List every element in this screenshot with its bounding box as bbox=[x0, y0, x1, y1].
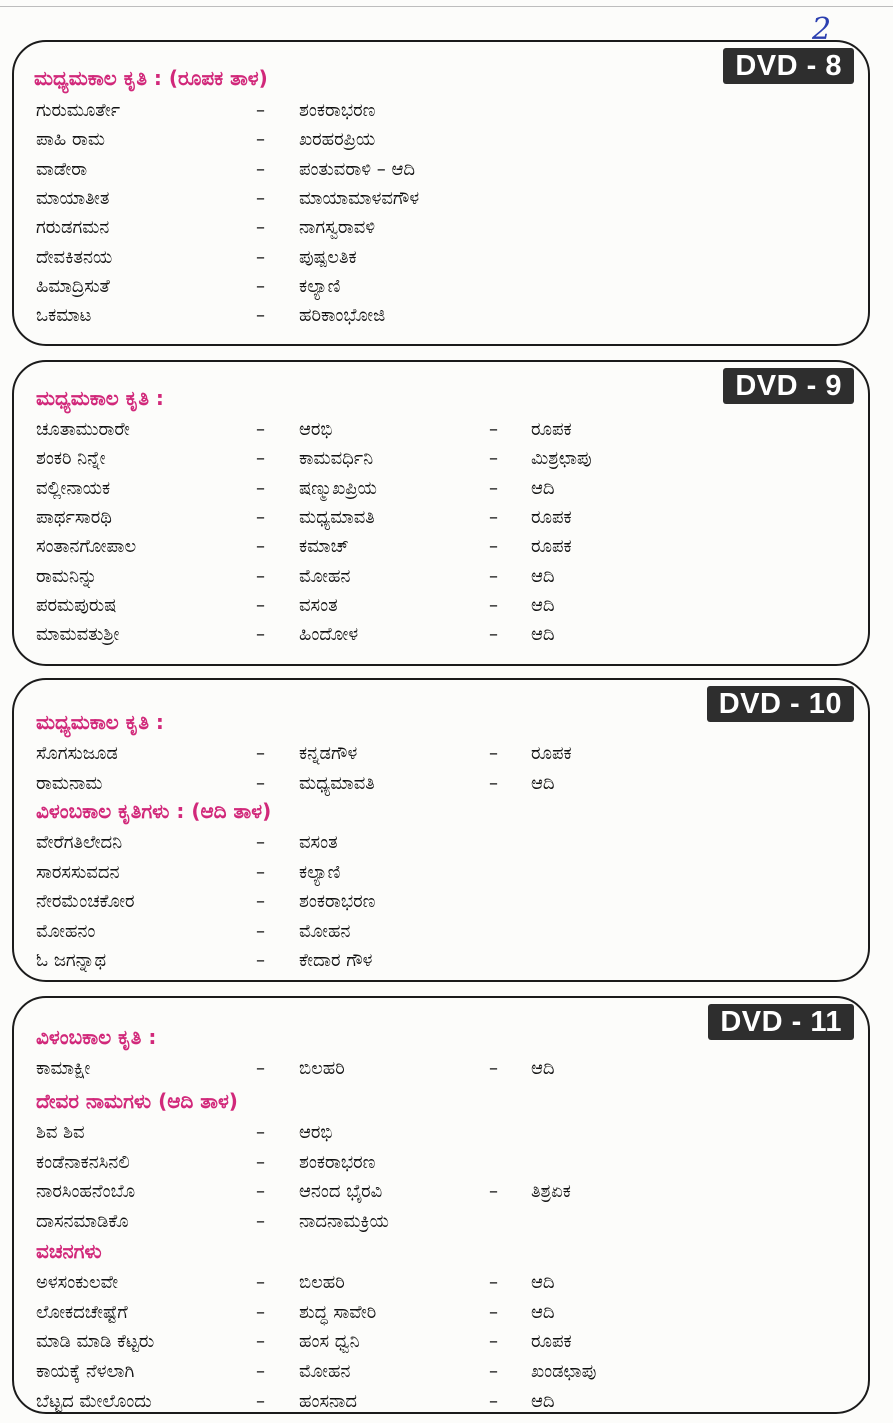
raga-name: ಕನ್ನಡಗೌಳ bbox=[299, 743, 358, 764]
separator-dash: – bbox=[489, 506, 498, 528]
tala-name: ರೂಪಕ bbox=[531, 1331, 572, 1353]
song-title: ಸಾರಸಸುವದನ bbox=[36, 861, 120, 883]
separator-dash: – bbox=[489, 536, 498, 558]
song-title: ಒಕಮಾಟ bbox=[36, 305, 92, 327]
song-title: ದೇವಕಿತನಯ bbox=[36, 246, 113, 268]
separator-dash: – bbox=[489, 448, 498, 470]
raga-name: ಮಧ್ಯಮಾವತಿ bbox=[299, 772, 375, 794]
separator-dash: – bbox=[256, 861, 265, 883]
tala-name: ತಿಶ್ರಏಕ bbox=[531, 1181, 571, 1203]
raga-name: ಶಂಕರಾಭರಣ bbox=[299, 100, 376, 121]
separator-dash: – bbox=[256, 1122, 265, 1143]
tala-name: ಆದಿ bbox=[531, 1058, 555, 1079]
separator-dash: – bbox=[256, 506, 265, 528]
raga-name: ವಸಂತ bbox=[299, 832, 338, 853]
song-title: ಲೋಕದಚೇಷ್ಟೆಗೆ bbox=[36, 1301, 128, 1323]
separator-dash: – bbox=[256, 129, 265, 151]
separator-dash: – bbox=[256, 1301, 265, 1323]
separator-dash: – bbox=[489, 1272, 498, 1293]
raga-name: ಕಲ್ಯಾಣಿ bbox=[299, 275, 341, 297]
separator-dash: – bbox=[256, 158, 265, 180]
section-heading: ಮಧ್ಯಮಕಾಲ ಕೃತಿ : (ರೂಪಕ ತಾಳ) bbox=[34, 66, 268, 90]
raga-name: ಕಮಾಚ್ bbox=[299, 536, 349, 558]
raga-name: ಖರಹರಪ್ರಿಯ bbox=[299, 129, 376, 151]
separator-dash: – bbox=[256, 891, 265, 912]
raga-name: ಶುದ್ಧ ಸಾವೇರಿ bbox=[299, 1301, 377, 1323]
separator-dash: – bbox=[489, 419, 498, 440]
separator-dash: – bbox=[489, 743, 498, 764]
raga-name: ಶಂಕರಾಭರಣ bbox=[299, 891, 376, 912]
separator-dash: – bbox=[256, 565, 265, 587]
song-title: ಕಾಮಾಕ್ಷೀ bbox=[36, 1058, 91, 1079]
page-top-rule bbox=[0, 6, 893, 7]
song-title: ಗುರುಮೂರ್ತೇ bbox=[36, 100, 121, 121]
raga-name: ಹರಿಕಾಂಭೋಜಿ bbox=[299, 305, 386, 327]
separator-dash: – bbox=[256, 217, 265, 239]
raga-name: ವಸಂತ bbox=[299, 594, 338, 616]
dvd-section bbox=[12, 678, 870, 982]
raga-name: ಕೇದಾರ ಗೌಳ bbox=[299, 950, 373, 971]
tala-name: ರೂಪಕ bbox=[531, 743, 572, 764]
separator-dash: – bbox=[489, 1301, 498, 1323]
tala-name: ಆದಿ bbox=[531, 477, 555, 499]
song-title: ನಾರಸಿಂಹನೆಂಬೊ bbox=[36, 1181, 136, 1203]
separator-dash: – bbox=[489, 624, 498, 646]
song-title: ವಲ್ಲೀನಾಯಕ bbox=[36, 477, 111, 499]
raga-name: ಬಿಲಹರಿ bbox=[299, 1272, 345, 1293]
separator-dash: – bbox=[489, 1181, 498, 1203]
raga-name: ಮೋಹನ bbox=[299, 565, 351, 587]
dvd-section bbox=[12, 40, 870, 346]
raga-name: ಮಾಯಾಮಾಳವಗೌಳ bbox=[299, 187, 420, 209]
tala-name: ಆದಿ bbox=[531, 1390, 555, 1412]
separator-dash: – bbox=[256, 187, 265, 209]
song-title: ಸೊಗಸುಜೂಡ bbox=[36, 743, 118, 764]
song-title: ಅಳಸಂಕುಲವೇ bbox=[36, 1272, 119, 1293]
separator-dash: – bbox=[256, 1058, 265, 1079]
separator-dash: – bbox=[489, 477, 498, 499]
separator-dash: – bbox=[489, 565, 498, 587]
tala-name: ರೂಪಕ bbox=[531, 419, 572, 440]
dvd-section bbox=[12, 996, 870, 1414]
tala-name: ಆದಿ bbox=[531, 624, 555, 646]
song-title: ಶಂಕರಿ ನಿನ್ನೇ bbox=[36, 448, 106, 470]
raga-name: ಆರಭಿ bbox=[299, 1122, 333, 1143]
section-heading: ವಿಳಂಬಕಾಲ ಕೃತಿಗಳು : (ಆದಿ ತಾಳ) bbox=[36, 799, 272, 823]
tala-name: ಆದಿ bbox=[531, 565, 555, 587]
section-heading: ದೇವರ ನಾಮಗಳು (ಆದಿ ತಾಳ) bbox=[36, 1089, 238, 1113]
dvd-label: DVD - 11 bbox=[708, 1004, 854, 1040]
tala-name: ಆದಿ bbox=[531, 772, 555, 794]
song-title: ಮೋಹನಂ bbox=[36, 920, 96, 942]
song-title: ಪರಮಪುರುಷ bbox=[36, 594, 117, 616]
song-title: ಚೂತಾಮುರಾರೇ bbox=[36, 419, 130, 440]
separator-dash: – bbox=[256, 1361, 265, 1383]
separator-dash: – bbox=[256, 950, 265, 971]
separator-dash: – bbox=[489, 772, 498, 794]
song-title: ಮಾಮವತುಶ್ರೀ bbox=[36, 624, 120, 646]
song-title: ರಾಮನಿನ್ನು bbox=[36, 565, 98, 587]
separator-dash: – bbox=[256, 419, 265, 440]
separator-dash: – bbox=[256, 246, 265, 268]
song-title: ಮಾಡಿ ಮಾಡಿ ಕೆಟ್ಟರು bbox=[36, 1331, 155, 1353]
tala-name: ಮಿಶ್ರಛಾಪು bbox=[531, 448, 592, 470]
raga-name: ಆರಭಿ bbox=[299, 419, 333, 440]
raga-name: ಬಿಲಹರಿ bbox=[299, 1058, 345, 1079]
song-title: ಪಾರ್ಥಸಾರಥಿ bbox=[36, 506, 112, 528]
separator-dash: – bbox=[256, 1331, 265, 1353]
raga-name: ಮೋಹನ bbox=[299, 1361, 351, 1383]
song-title: ನೇರಮೆಂಚಕೋರ bbox=[36, 891, 135, 912]
separator-dash: – bbox=[256, 1390, 265, 1412]
raga-name: ನಾಗಸ್ವರಾವಳಿ bbox=[299, 217, 376, 239]
song-title: ವಾಡೇರಾ bbox=[36, 158, 88, 180]
raga-name: ಮೋಹನ bbox=[299, 920, 351, 942]
separator-dash: – bbox=[256, 594, 265, 616]
separator-dash: – bbox=[256, 743, 265, 764]
raga-name: ಮಧ್ಯಮಾವತಿ bbox=[299, 506, 375, 528]
tala-name: ರೂಪಕ bbox=[531, 536, 572, 558]
raga-name: ಕಲ್ಯಾಣಿ bbox=[299, 861, 341, 883]
raga-name: ಹಿಂದೋಳ bbox=[299, 624, 359, 646]
raga-name: ಪುಷ್ಪಲತಿಕ bbox=[299, 246, 357, 268]
tala-name: ಆದಿ bbox=[531, 594, 555, 616]
section-heading: ಮಧ್ಯಮಕಾಲ ಕೃತಿ : bbox=[36, 386, 164, 410]
section-heading: ವಿಳಂಬಕಾಲ ಕೃತಿ : bbox=[36, 1025, 157, 1049]
separator-dash: – bbox=[256, 536, 265, 558]
raga-name: ಷಣ್ಮುಖಪ್ರಿಯ bbox=[299, 477, 377, 499]
page-number: 2 bbox=[812, 12, 832, 47]
separator-dash: – bbox=[256, 448, 265, 470]
song-title: ಸಂತಾನಗೋಪಾಲ bbox=[36, 536, 137, 558]
raga-name: ಶಂಕರಾಭರಣ bbox=[299, 1151, 376, 1173]
song-title: ಪಾಹಿ ರಾಮ bbox=[36, 129, 105, 151]
separator-dash: – bbox=[256, 305, 265, 327]
separator-dash: – bbox=[489, 1390, 498, 1412]
tala-name: ರೂಪಕ bbox=[531, 506, 572, 528]
separator-dash: – bbox=[489, 1058, 498, 1079]
raga-name: ಹಂಸನಾದ bbox=[299, 1390, 357, 1412]
separator-dash: – bbox=[489, 594, 498, 616]
separator-dash: – bbox=[256, 100, 265, 121]
tala-name: ಆದಿ bbox=[531, 1272, 555, 1293]
separator-dash: – bbox=[256, 832, 265, 853]
dvd-label: DVD - 10 bbox=[707, 686, 854, 722]
separator-dash: – bbox=[489, 1331, 498, 1353]
separator-dash: – bbox=[256, 920, 265, 942]
raga-name: ಪಂತುವರಾಳಿ – ಆದಿ bbox=[299, 158, 415, 180]
song-title: ವೇರೆಗತಿಲೇದನಿ bbox=[36, 832, 123, 853]
dvd-section bbox=[12, 360, 870, 666]
song-title: ಬೆಟ್ಟದ ಮೇಲೊಂದು bbox=[36, 1390, 152, 1412]
separator-dash: – bbox=[256, 1272, 265, 1293]
song-title: ಕಂಡೆನಾಕನಸಿನಲಿ bbox=[36, 1151, 130, 1173]
song-title: ಶಿವ ಶಿವ bbox=[36, 1122, 85, 1143]
separator-dash: – bbox=[256, 1181, 265, 1203]
song-title: ಗರುಡಗಮನ bbox=[36, 217, 110, 239]
raga-name: ಹಂಸ ಧ್ವನಿ bbox=[299, 1331, 360, 1353]
separator-dash: – bbox=[256, 275, 265, 297]
song-title: ರಾಮನಾಮ bbox=[36, 772, 103, 794]
tala-name: ಆದಿ bbox=[531, 1301, 555, 1323]
separator-dash: – bbox=[256, 1211, 265, 1233]
separator-dash: – bbox=[489, 1361, 498, 1383]
dvd-label: DVD - 9 bbox=[723, 368, 854, 404]
song-title: ದಾಸನಮಾಡಿಕೊ bbox=[36, 1211, 129, 1233]
dvd-label: DVD - 8 bbox=[723, 48, 854, 84]
raga-name: ನಾದನಾಮಕ್ರಿಯ bbox=[299, 1211, 389, 1233]
separator-dash: – bbox=[256, 477, 265, 499]
song-title: ಓ ಜಗನ್ನಾಥ bbox=[36, 950, 107, 971]
song-title: ಹಿಮಾದ್ರಿಸುತೆ bbox=[36, 275, 110, 297]
song-title: ಕಾಯಕ್ಕೆ ನೆಳಲಾಗಿ bbox=[36, 1361, 135, 1383]
separator-dash: – bbox=[256, 772, 265, 794]
raga-name: ಕಾಮವರ್ಧಿನಿ bbox=[299, 448, 374, 470]
separator-dash: – bbox=[256, 1151, 265, 1173]
song-title: ಮಾಯಾತೀತ bbox=[36, 187, 110, 209]
section-heading: ಮಧ್ಯಮಕಾಲ ಕೃತಿ : bbox=[36, 710, 164, 734]
raga-name: ಆನಂದ ಭೈರವಿ bbox=[299, 1181, 383, 1203]
section-heading: ವಚನಗಳು bbox=[36, 1239, 102, 1263]
tala-name: ಖಂಡಛಾಪು bbox=[531, 1361, 597, 1383]
separator-dash: – bbox=[256, 624, 265, 646]
